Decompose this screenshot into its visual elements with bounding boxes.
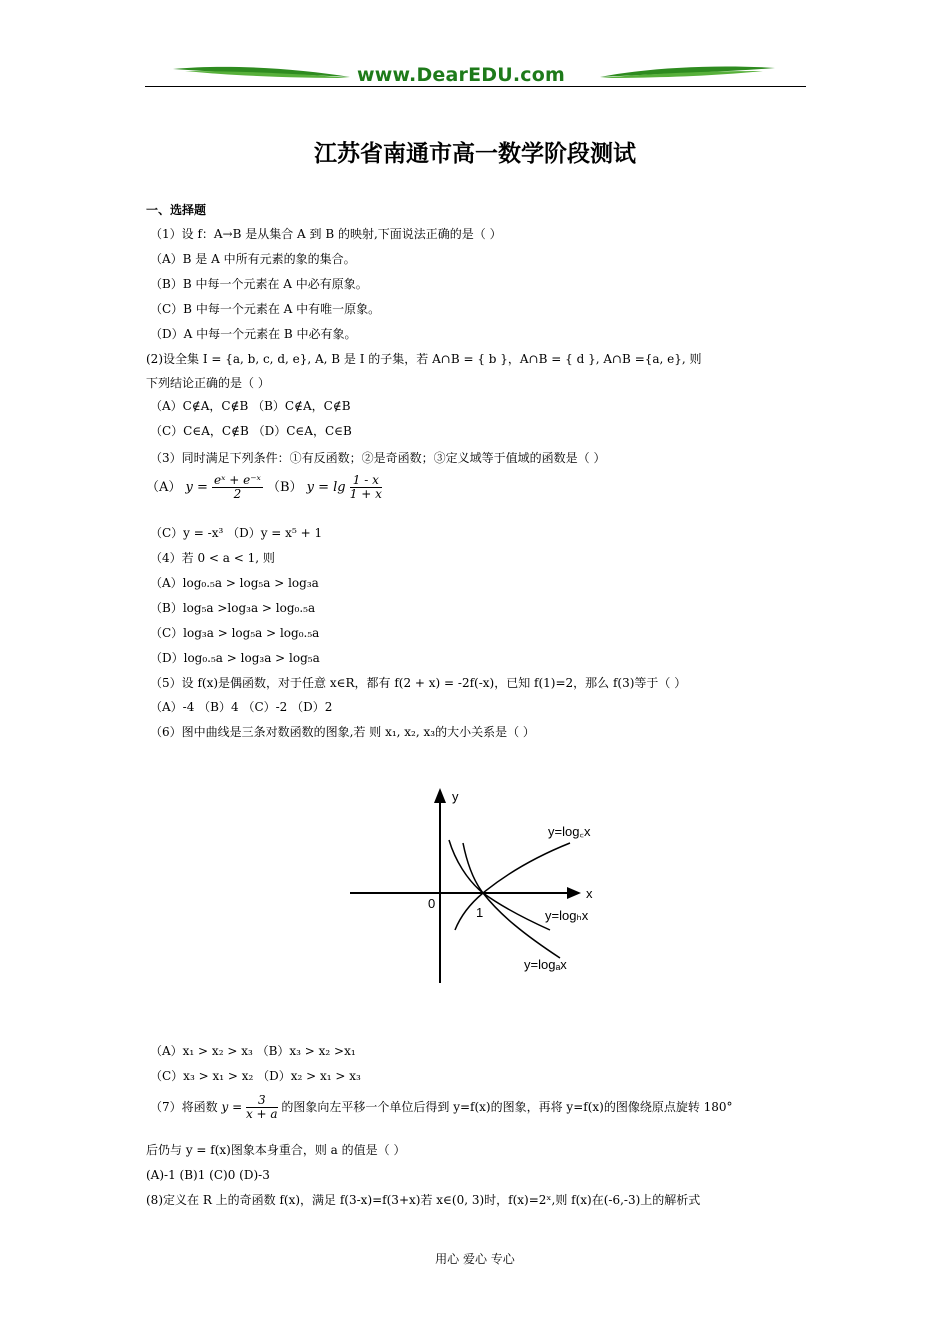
q1-option-d: （D）A 中每一个元素在 B 中必有象。: [150, 327, 357, 341]
q7-stem-line1: [150, 1093, 733, 1121]
curve-log-b: [449, 840, 550, 930]
q3-a-denominator: 2: [233, 487, 242, 501]
q4-option-d: （D）log₀.₅a > log₃a > log₅a: [150, 651, 320, 665]
q4-option-a: （A）log₀.₅a > log₅a > log₃a: [150, 576, 319, 590]
q3-b-lhs: y = lg: [306, 480, 346, 495]
q1-stem: （1）设 f：A→B 是从集合 A 到 B 的映射,下面说法正确的是（ ）: [150, 227, 502, 241]
q3-b-denominator: 1 + x: [349, 487, 382, 501]
q8-stem: (8)定义在 R 上的奇函数 f(x)，满足 f(3-x)=f(3+x)若 x∈(0, 3)时，f(x)=2ˣ,则 f(x)在(-6,-3)上的解析式: [146, 1193, 701, 1207]
q2-options-ab: （A）C∉A，C∉B （B）C∉A，C∉B: [150, 399, 351, 413]
one-label: 1: [476, 905, 484, 920]
q4-option-c: （C）log₃a > log₅a > log₀.₅a: [150, 626, 320, 640]
q3-a-lhs: y =: [185, 480, 208, 495]
x-axis-arrow-icon: [567, 887, 581, 899]
q3-stem: （3）同时满足下列条件：①有反函数；②是奇函数；③定义域等于值域的函数是（ ）: [150, 451, 606, 465]
q3-b-numerator: 1 - x: [350, 474, 382, 488]
q5-stem: （5）设 f(x)是偶函数，对于任意 x∈R，都有 f(2 + x) = -2f(-x)，已知 f(1)=2，那么 f(3)等于（ ）: [150, 676, 687, 690]
y-axis-arrow-icon: [434, 788, 446, 803]
q3-options-ab: [146, 474, 382, 502]
y-label: y: [452, 789, 459, 804]
q5-options: （A）-4 （B）4 （C）-2 （D）2: [150, 700, 333, 714]
q7-pre: （7）将函数: [150, 1100, 218, 1114]
q4-stem: （4）若 0 < a < 1, 则: [150, 551, 275, 565]
q4-option-b: （B）log₅a >log₃a > log₀.₅a: [150, 601, 316, 615]
q3-a-label: （A）: [146, 480, 182, 495]
q6-options-ab: （A）x₁ > x₂ > x₃ （B）x₃ > x₂ >x₁: [150, 1044, 356, 1058]
log-function-graph: [345, 785, 615, 990]
curve-c-label: y=log꜀x: [548, 824, 591, 839]
q1-option-a: （A）B 是 A 中所有元素的象的集合。: [150, 252, 356, 266]
q7-post: 的图象向左平移一个单位后得到 y=f(x)的图象，再将 y=f(x)的图像绕原点旋转 180°: [281, 1100, 733, 1114]
q7-lhs: y =: [221, 1100, 243, 1114]
origin-label: 0: [428, 896, 436, 911]
q1-option-c: （C）B 中每一个元素在 A 中有唯一原象。: [150, 302, 381, 316]
q3-a-fraction: [212, 474, 263, 501]
header-rule: [145, 86, 806, 87]
curve-log-a: [463, 843, 560, 958]
curve-b-label: y=logₕx: [545, 908, 589, 923]
q3-options-cd: （C）y = -x³ （D）y = x⁵ + 1: [150, 526, 323, 540]
q2-options-cd: （C）C∈A，C∉B （D）C∈A，C∈B: [150, 424, 352, 438]
q2-stem-line2: 下列结论正确的是（ ）: [146, 376, 270, 390]
section-heading: 一、选择题: [146, 203, 207, 217]
q7-denominator: x + a: [245, 1107, 278, 1121]
q6-options-cd: （C）x₃ > x₁ > x₂ （D）x₂ > x₁ > x₃: [150, 1069, 361, 1083]
q3-a-numerator: eˣ + e⁻ˣ: [214, 473, 261, 487]
curve-a-label: y=logₐx: [524, 957, 567, 972]
q7-options: (A)-1 (B)1 (C)0 (D)-3: [146, 1168, 270, 1182]
q7-numerator: 3: [246, 1094, 278, 1108]
q2-stem-line1: (2)设全集 I = {a, b, c, d, e}, A, B 是 I 的子集，若 A∩B = { b }，A∩B = { d }, A∩B ={a, e}, 则: [146, 352, 702, 366]
document-title: 江苏省南通市高一数学阶段测试: [314, 140, 636, 167]
q6-stem: （6）图中曲线是三条对数函数的图象,若 则 x₁, x₂, x₃的大小关系是（ ）: [150, 725, 535, 739]
q1-option-b: （B）B 中每一个元素在 A 中必有原象。: [150, 277, 368, 291]
q3-b-fraction: [350, 474, 382, 501]
x-label: x: [586, 886, 593, 901]
site-logo-text: www.DearEDU.com: [357, 64, 566, 86]
q3-b-label: （B）: [266, 480, 303, 495]
page-footer: 用心 爱心 专心: [435, 1252, 515, 1266]
q7-fraction: [246, 1094, 278, 1121]
q7-stem-line2: 后仍与 y = f(x)图象本身重合，则 a 的值是（ ）: [146, 1143, 406, 1157]
